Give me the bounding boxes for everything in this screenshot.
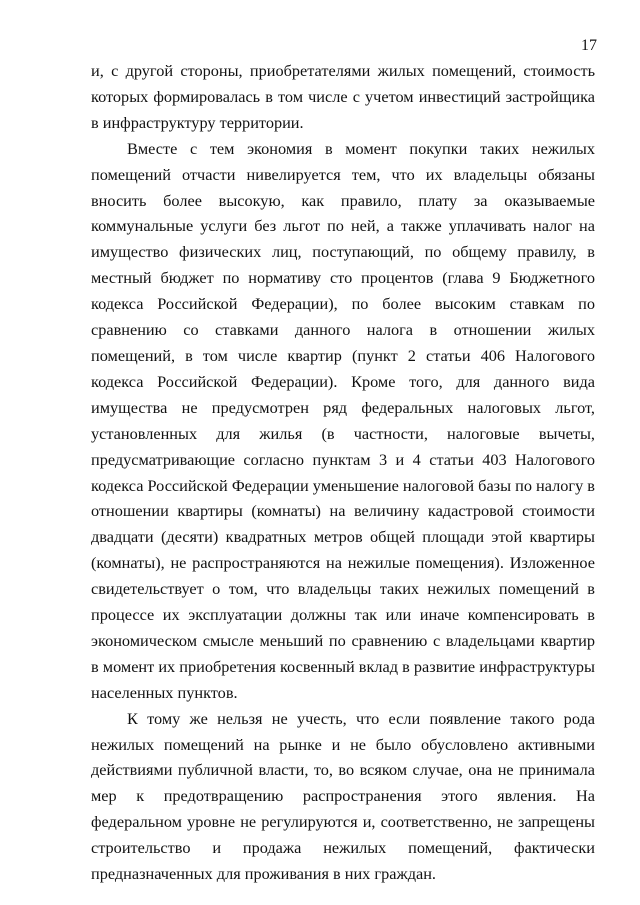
paragraph-federal-regulation: К тому же нельзя не учесть, что если появление такого рода нежилых помещений на рынке и не было обусловлено активными действиями публичной власти, то, во всяком случае, она не принимала мер к предотвращению распространения этого явления. На федеральном уровне не регулируются и, соответственно, не запрещены строительство и продажа нежилых помещений, фактически предназначенных для проживания в них граждан. [91, 708, 595, 884]
paragraph-tax-economy: Вместе с тем экономия в момент покупки таких нежилых помещений отчасти нивелируется тем, что их владельцы обязаны вносить более высокую, как правило, плату за оказываемые коммунальные услуги без льгот по ней, а также уплачивать налог на имущество физических лиц, поступающий, по общему правилу, в местный бюджет по нормативу сто процентов (глава 9 Бюджетного кодекса Российской Федерации), по более высоким ставкам по сравнению со ставками данного налога в отношении жилых помещений, в том числе квартир (пункт 2 статьи 406 Налогового кодекса Российской Федерации). Кроме того, для данного вида имущества не предусмотрен ряд федеральных налоговых льгот, установленных для жилья (в частности, налоговые вычеты, предусматривающие согласно пунктам 3 и 4 статьи 403 Налогового кодекса Российской Федерации уменьшение налоговой базы по налогу в отношении квартиры (комнаты) на величину кадастровой стоимости двадцати (десяти) квадратных метров общей площади этой квартиры (комнаты), не распространяются на нежилые помещения). Изложенное свидетельствует о том, что владельцы таких нежилых помещений в процессе их эксплуатации должны так или иначе компенсировать в экономическом смысле меньший по сравнению с владельцами квартир в момент их приобретения косвенный вклад в развитие инфраструктуры населенных пунктов. [91, 138, 595, 702]
paragraph-continuation: и, с другой стороны, приобретателями жилых помещений, стоимость которых формировалась в том числе с учетом инвестиций застройщика в инфраструктуру территории. [91, 61, 595, 132]
body-text [91, 58, 595, 887]
page-number: 17 [581, 37, 597, 54]
